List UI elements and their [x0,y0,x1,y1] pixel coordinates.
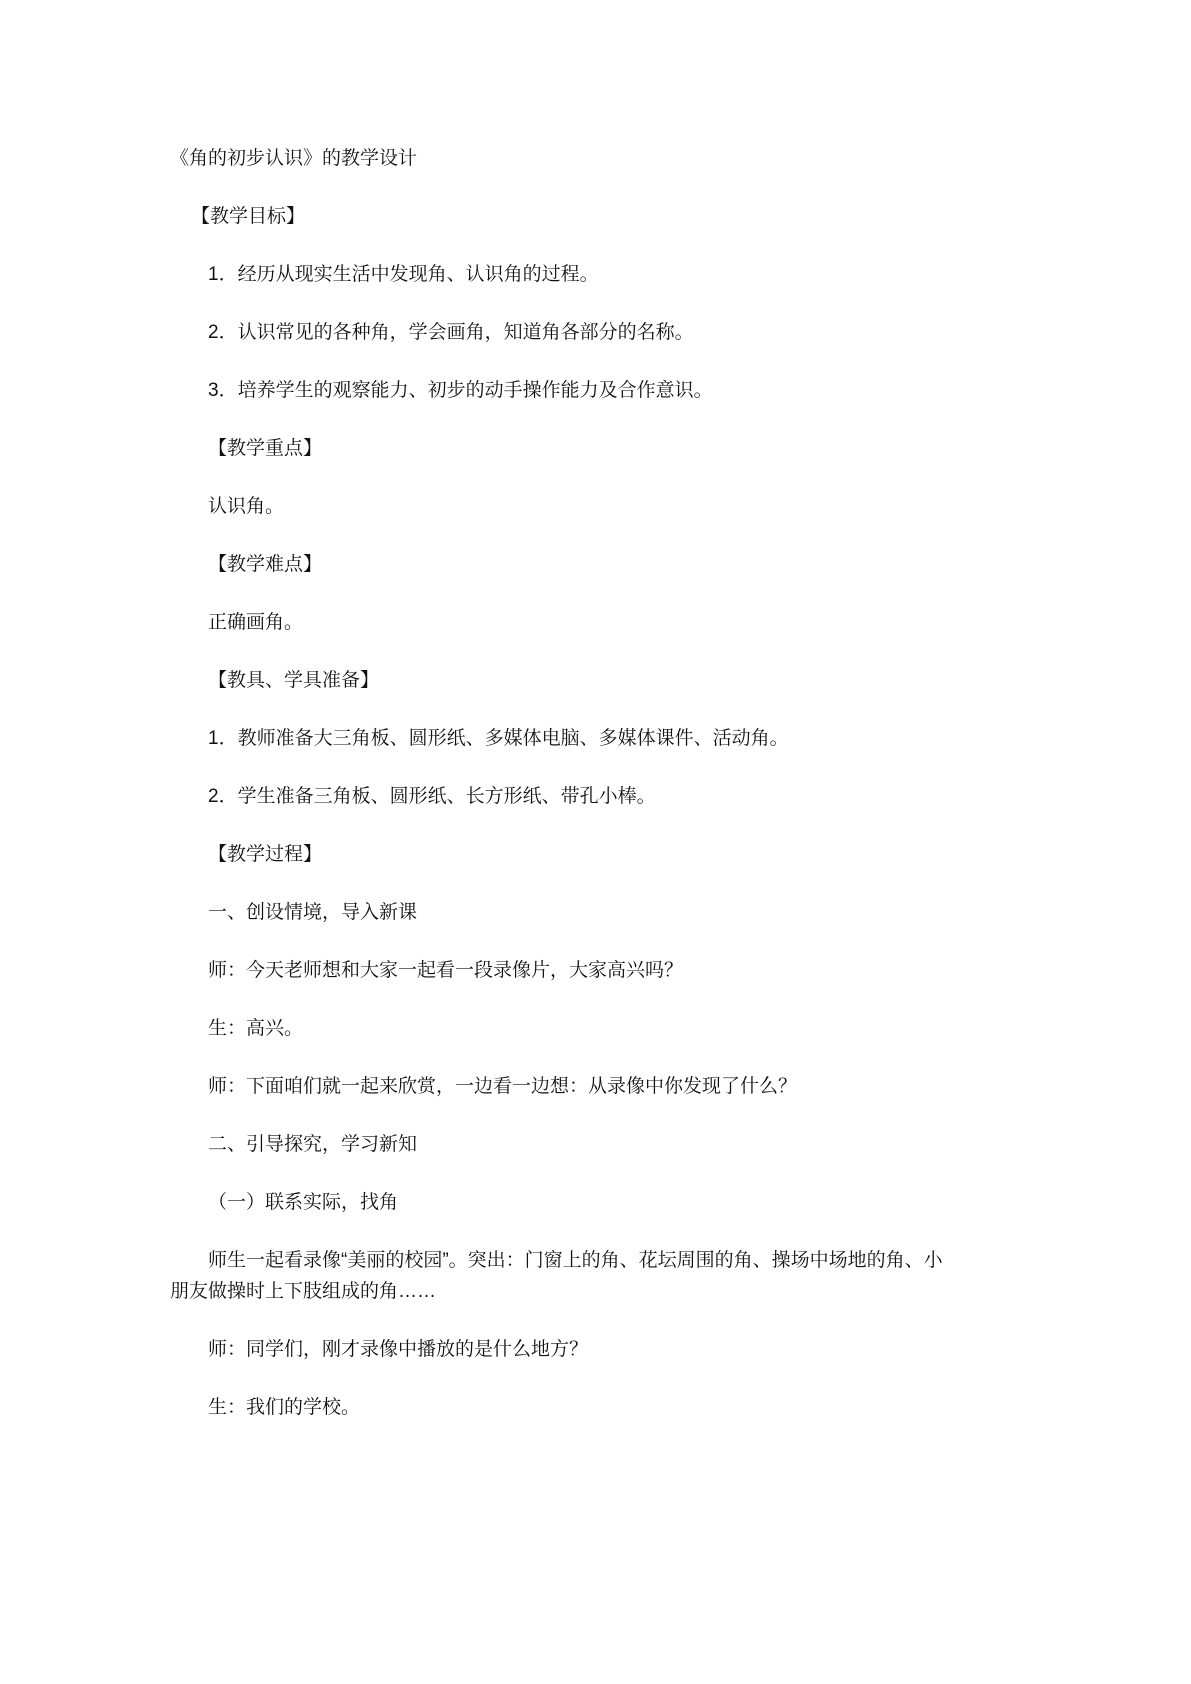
key-point-text: 认识角。 [208,496,285,517]
key-point-heading: 【教学重点】 [208,438,323,459]
dialogue-paragraph: 师：下面咱们就一起来欣赏，一边看一边想：从录像中你发现了什么？ [208,1076,798,1097]
document-body [170,143,955,1450]
dialogue-paragraph: 师：同学们，刚才录像中播放的是什么地方？ [208,1339,589,1360]
body-paragraph: 师生一起看录像“美丽的校园”。突出：门窗上的角、花坛周围的角、操场中场地的角、小朋友做操时上下肢组成的角…… [170,1250,943,1302]
objective-item-2: 2．认识常见的各种角，学会画角，知道角各部分的名称。 [208,322,694,343]
process-section-heading: 一、创设情境，导入新课 [208,902,418,923]
objective-item-1: 1．经历从现实生活中发现角、认识角的过程。 [208,264,599,285]
document-title: 《角的初步认识》的教学设计 [170,148,418,169]
process-section-heading: 二、引导探究，学习新知 [208,1134,418,1155]
objectives-heading: 【教学目标】 [191,206,306,227]
dialogue-paragraph: 生：高兴。 [208,1018,304,1039]
dialogue-paragraph: 师：今天老师想和大家一起看一段录像片，大家高兴吗？ [208,960,684,981]
difficulty-heading: 【教学难点】 [208,554,323,575]
materials-item-2: 2．学生准备三角板、圆形纸、长方形纸、带孔小棒。 [208,786,656,807]
process-subsection-heading: （一）联系实际，找角 [208,1192,399,1213]
dialogue-paragraph: 生：我们的学校。 [208,1397,361,1418]
objective-item-3: 3．培养学生的观察能力、初步的动手操作能力及合作意识。 [208,380,713,401]
process-heading: 【教学过程】 [208,844,323,865]
materials-item-1: 1．教师准备大三角板、圆形纸、多媒体电脑、多媒体课件、活动角。 [208,728,789,749]
materials-heading: 【教具、学具准备】 [208,670,380,691]
difficulty-text: 正确画角。 [208,612,304,633]
